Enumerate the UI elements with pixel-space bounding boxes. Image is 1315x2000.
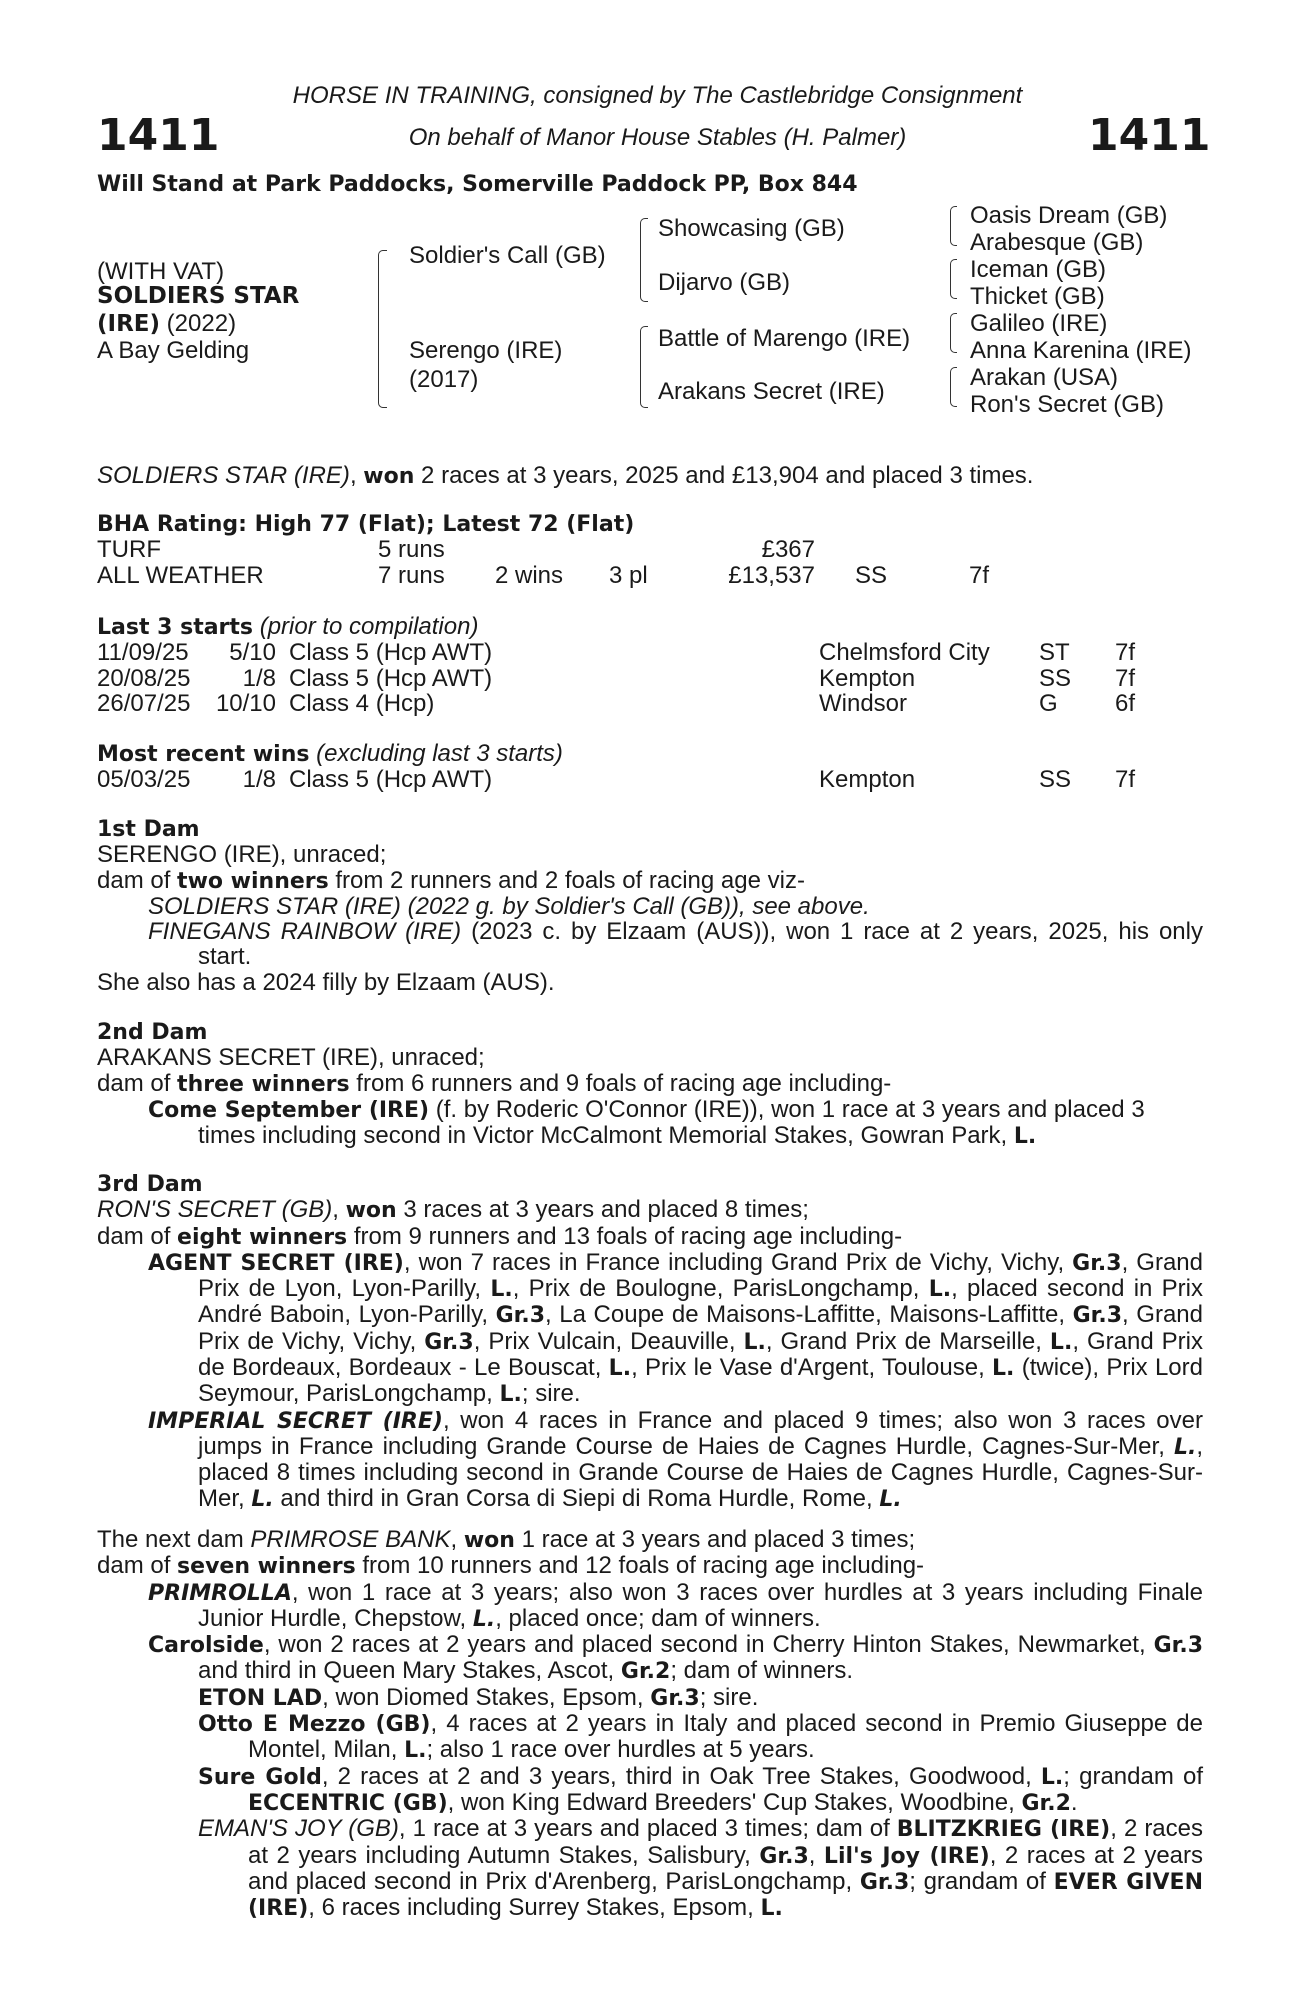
- produce-primrolla: PRIMROLLA, won 1 race at 3 years; also won 3 races over hurdles at 3 years including Finale Junior Hurdle, Chepstow, L., placed once; dam of winners.: [148, 1578, 1203, 1632]
- vendor-line: On behalf of Manor House Stables (H. Palmer): [408, 124, 907, 151]
- third-dam-section: [97, 1172, 1203, 1512]
- second-dam-name: ARAKANS SECRET (IRE), unraced;: [97, 1044, 485, 1072]
- rating-row-turf: TURF 5 runs £367: [97, 536, 815, 564]
- ggp-4: Thicket (GB): [970, 283, 1105, 310]
- second-dam-title: 2nd Dam: [97, 1020, 208, 1045]
- recent-wins-title: Most recent wins (excluding last 3 starts): [97, 740, 563, 767]
- produce-emans-joy: EMAN'S JOY (GB), 1 race at 3 years and placed 3 times; dam of BLITZKRIEG (IRE), 2 races at 2 years including Autumn Stakes, Salisbury, Gr.3, Lil's Joy (IRE), 2 races at 2 years and placed second in Prix d'Arenberg, ParisLongchamp, Gr.3; grandam of EVER GIVEN (IRE), 6 races including Surrey Stakes, Epsom, L.: [198, 1815, 1204, 1922]
- produce-finegans-rainbow: FINEGANS RAINBOW (IRE) (2023 c. by Elzaam (AUS)), won 1 race at 2 years, 2025, his only start.: [148, 918, 1203, 971]
- first-dam-name: SERENGO (IRE), unraced;: [97, 841, 387, 869]
- last-starts-title: Last 3 starts (prior to compilation): [97, 613, 479, 640]
- pedigree-bracket-3c: [950, 313, 957, 353]
- sire-sire: Showcasing (GB): [658, 215, 845, 242]
- ggp-6: Anna Karenina (IRE): [970, 337, 1192, 364]
- produce-otto-e-mezzo: Otto E Mezzo (GB), 4 races at 2 years in Italy and placed second in Premio Giuseppe de Montel, Milan, L.; also 1 race over hurdles at 5 years.: [198, 1710, 1204, 1764]
- consignor-line: HORSE IN TRAINING, consigned by The Castlebridge Consignment: [292, 82, 1023, 109]
- produce-carolside: Carolside, won 2 races at 2 years and placed second in Cherry Hinton Stakes, Newmarket, Gr.3 and third in Queen Mary Stakes, Ascot, Gr.2; dam of winners.: [148, 1631, 1203, 1685]
- next-dam-produce: dam of seven winners from 10 runners and 12 foals of racing age including-: [97, 1552, 925, 1580]
- sire: Soldier's Call (GB): [409, 242, 606, 269]
- first-dam-produce: dam of two winners from 2 runners and 2 foals of racing age viz-: [97, 866, 805, 894]
- rating-row-aw: ALL WEATHER 7 runs 2 wins 3 pl £13,537 SS 7f: [97, 561, 990, 589]
- next-dam-section: [97, 1527, 1203, 1921]
- stand-location: Will Stand at Park Paddocks, Somerville Paddock PP, Box 844: [97, 172, 858, 197]
- last-starts-section: [97, 614, 1203, 716]
- pedigree-bracket-1: [378, 250, 387, 408]
- second-dam-produce: dam of three winners from 6 runners and 9 foals of racing age including-: [97, 1069, 892, 1097]
- sire-dam: Dijarvo (GB): [658, 269, 791, 296]
- win-row: 05/03/25 1/8 Class 5 (Hcp AWT) Kempton SS 7f: [97, 766, 1136, 794]
- lot-number-right: 1411: [1088, 110, 1211, 161]
- first-dam-note: She also has a 2024 filly by Elzaam (AUS).: [97, 968, 555, 996]
- ggp-3: Iceman (GB): [970, 256, 1107, 283]
- start-row: 26/07/25 10/10 Class 4 (Hcp) Windsor G 6f: [97, 689, 1136, 717]
- ggp-8: Ron's Secret (GB): [970, 391, 1164, 418]
- dam-year: (2017): [409, 366, 479, 393]
- third-dam-produce: dam of eight winners from 9 runners and 13 foals of racing age including-: [97, 1222, 903, 1250]
- produce-come-september: Come September (IRE) (f. by Roderic O'Connor (IRE)), won 1 race at 3 years and placed 3 times including second in Victor McCalmont Memorial Stakes, Gowran Park, L.: [148, 1095, 1145, 1150]
- vat-note: (WITH VAT): [97, 258, 225, 285]
- produce-sure-gold: Sure Gold, 2 races at 2 and 3 years, third in Oak Tree Stakes, Goodwood, L.; grandam of ECCENTRIC (GB), won King Edward Breeders' Cup Stakes, Woodbine, Gr.2.: [198, 1762, 1203, 1816]
- horse-name: SOLDIERS STAR: [97, 283, 300, 309]
- pedigree-bracket-2a: [640, 218, 648, 302]
- second-dam-section: [97, 1020, 1203, 1149]
- pedigree-bracket-3d: [950, 367, 957, 407]
- start-row: 20/08/25 1/8 Class 5 (Hcp AWT) Kempton SS 7f: [97, 664, 1136, 692]
- ggp-1: Oasis Dream (GB): [970, 202, 1168, 229]
- dam-sire: Battle of Marengo (IRE): [658, 325, 911, 352]
- rating-section: [97, 512, 1203, 588]
- pedigree-bracket-3a: [950, 206, 957, 246]
- race-summary: SOLDIERS STAR (IRE), won 2 races at 3 years, 2025 and £13,904 and placed 3 times.: [97, 462, 1034, 489]
- ggp-7: Arakan (USA): [970, 364, 1119, 391]
- lot-number-left: 1411: [97, 110, 220, 161]
- horse-description: A Bay Gelding: [97, 337, 250, 364]
- pedigree-bracket-3b: [950, 259, 957, 299]
- first-dam-section: [97, 817, 1203, 995]
- produce-eton-lad: ETON LAD, won Diomed Stakes, Epsom, Gr.3; sire.: [198, 1683, 759, 1711]
- rating-title: BHA Rating: High 77 (Flat); Latest 72 (Flat): [97, 512, 635, 537]
- pedigree-bracket-2b: [640, 326, 648, 408]
- produce-imperial-secret: IMPERIAL SECRET (IRE), won 4 races in France and placed 9 times; also won 3 races over jumps in France including Grande Course de Haies de Cagnes Hurdle, Cagnes-Sur-Mer, L., placed 8 times including second in Grande Course de Haies de Cagnes Hurdle, Cagnes-Sur-Mer, L. and third in Gran Corsa di Siepi di Roma Hurdle, Rome, L.: [148, 1406, 1203, 1512]
- third-dam-title: 3rd Dam: [97, 1172, 203, 1197]
- dam-dam: Arakans Secret (IRE): [658, 378, 885, 405]
- next-dam-name: The next dam PRIMROSE BANK, won 1 race at 3 years and placed 3 times;: [97, 1526, 916, 1553]
- third-dam-name: RON'S SECRET (GB), won 3 races at 3 years and placed 8 times;: [97, 1196, 809, 1224]
- start-row: 11/09/25 5/10 Class 5 (Hcp AWT) Chelmsford City ST 7f: [97, 639, 1136, 667]
- produce-agent-secret: AGENT SECRET (IRE), won 7 races in France including Grand Prix de Vichy, Vichy, Gr.3, Grand Prix de Lyon, Lyon-Parilly, L., Prix de Boulogne, ParisLongchamp, L., placed second in Prix André Baboin, Lyon-Parilly, Gr.3, La Coupe de Maisons-Laffitte, Maisons-Laffitte, Gr.3, Grand Prix de Vichy, Vichy, Gr.3, Prix Vulcain, Deauville, L., Grand Prix de Marseille, L., Grand Prix de Bordeaux, Bordeaux - Le Bouscat, L., Prix le Vase d'Argent, Toulouse, L. (twice), Prix Lord Seymour, ParisLongchamp, L.; sire.: [148, 1248, 1204, 1408]
- recent-wins-section: [97, 741, 1203, 793]
- produce-soldiers-star: SOLDIERS STAR (IRE) (2022 g. by Soldier's Call (GB)), see above.: [148, 892, 870, 920]
- first-dam-title: 1st Dam: [97, 817, 200, 842]
- ggp-5: Galileo (IRE): [970, 310, 1108, 337]
- horse-name-suffix: (IRE) (2022): [97, 310, 237, 337]
- dam: Serengo (IRE): [409, 337, 563, 364]
- ggp-2: Arabesque (GB): [970, 229, 1144, 256]
